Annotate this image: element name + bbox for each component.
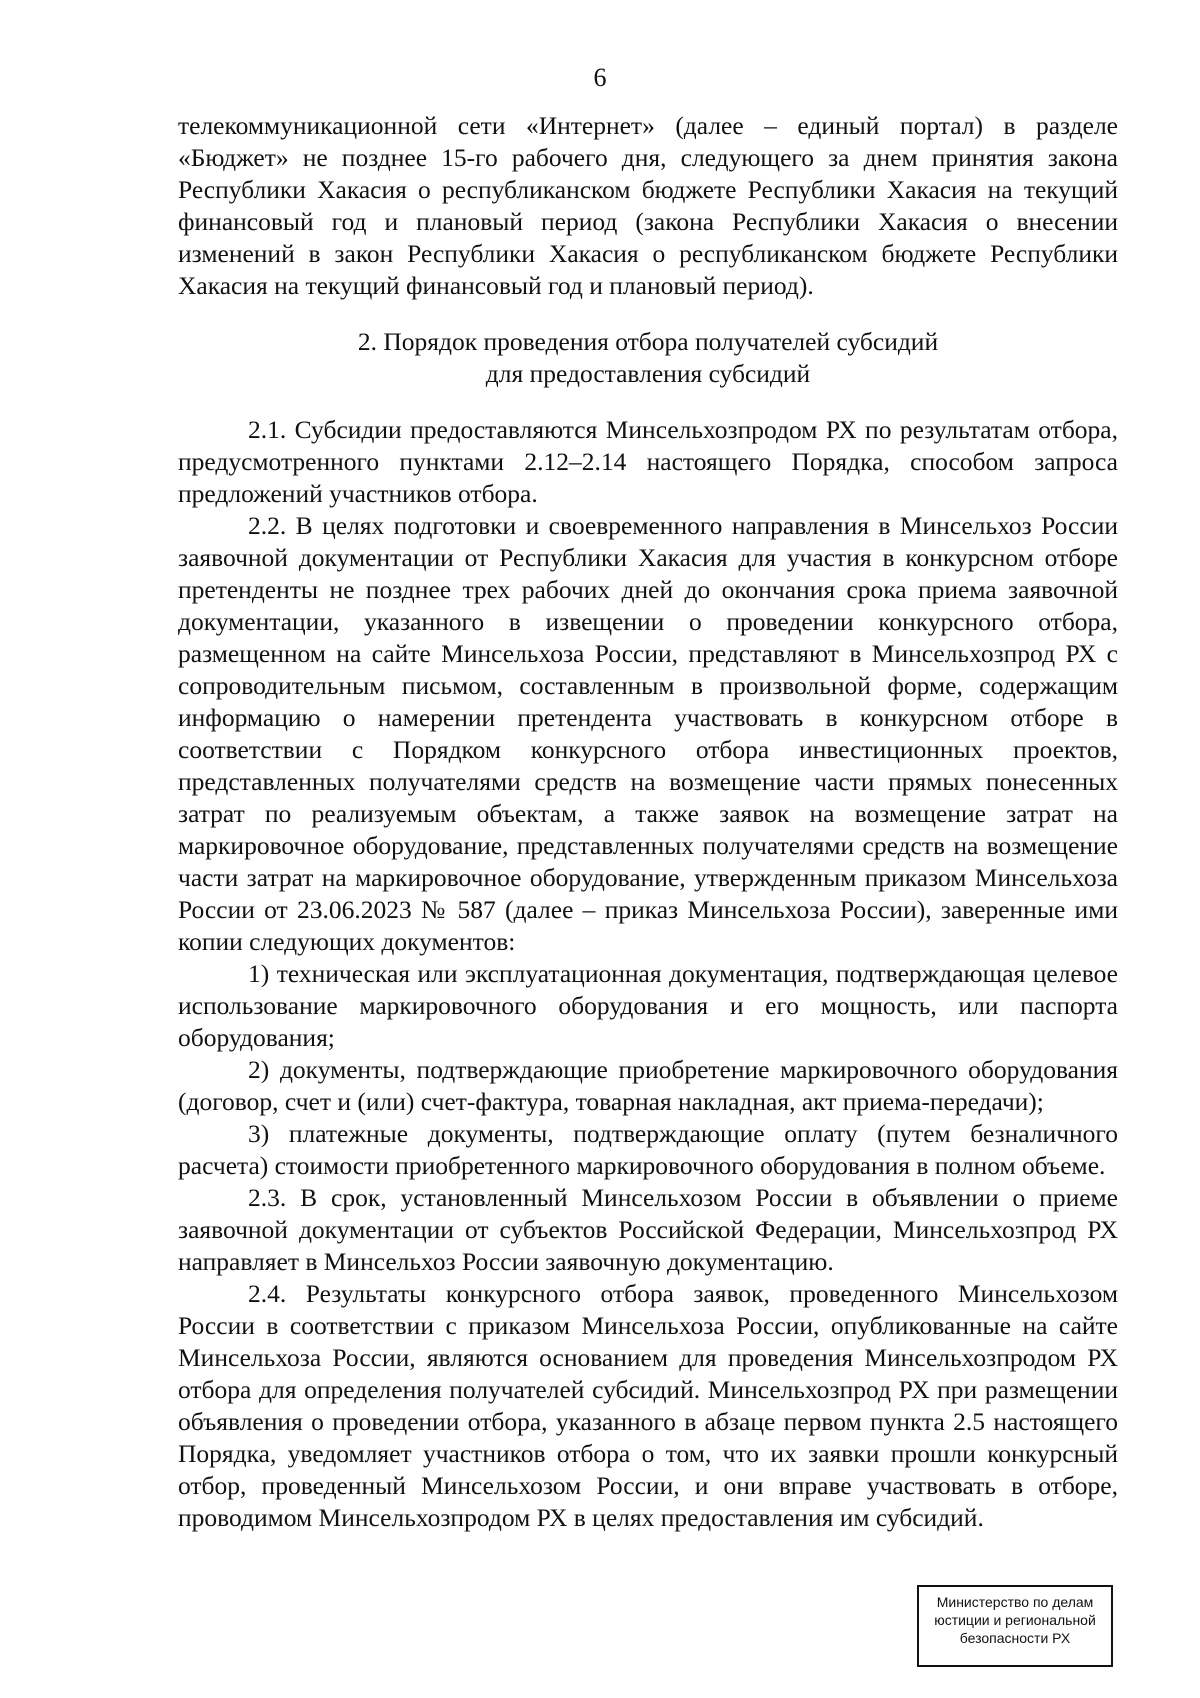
section-heading [178,326,1118,390]
section-heading-line2: для предоставления субсидий [485,359,811,388]
paragraph-2-3: 2.3. В срок, установленный Минсельхозом России в объявлении о приеме заявочной документации от субъектов Российской Федерации, Минсельхозпрод РХ направляет в Минсельхоз России заявочную документацию. [178,1183,1118,1276]
paragraph-2-2: 2.2. В целях подготовки и своевременного направления в Минсельхоз России заявочной документации от Республики Хакасия для участия в конкурсном отборе претенденты не позднее трех рабочих дней до окончания срока приема заявочной документации, указанного в извещении о проведении конкурсного отбора, размещенном на сайте Минсельхоза России, представляют в Минсельхозпрод РХ с сопроводительным письмом, составленным в произвольной форме, содержащим информацию о намерении претендента участвовать в конкурсном отборе в соответствии с Порядком конкурсного отбора инвестиционных проектов, представленных получателями средств на возмещение части прямых понесенных затрат по реализуемым объектам, а также заявок на возмещение затрат на маркировочное оборудование, представленных получателями средств на возмещение части затрат на маркировочное оборудование, утвержденным приказом Минсельхоза России от 23.06.2023 № 587 (далее – приказ Минсельхоза России), заверенные ими копии следующих документов: [178,511,1118,956]
intro-paragraph: телекоммуникационной сети «Интернет» (далее – единый портал) в разделе «Бюджет» не позднее 15-го рабочего дня, следующего за днем принятия закона Республики Хакасия о республиканском бюджете Республики Хакасия на текущий финансовый год и плановый период (закона Республики Хакасия о внесении изменений в закон Республики Хакасия о республиканском бюджете Республики Хакасия на текущий финансовый год и плановый период). [178,111,1118,300]
section-heading-line1: 2. Порядок проведения отбора получателей субсидий [357,327,939,356]
paragraph-2-1: 2.1. Субсидии предоставляются Минсельхозпродом РХ по результатам отбора, предусмотренного пунктами 2.12–2.14 настоящего Порядка, способом запроса предложений участников отбора. [178,415,1118,508]
ministry-stamp [917,1585,1113,1667]
stamp-line3: безопасности РХ [959,1630,1071,1646]
list-item-3: 3) платежные документы, подтверждающие оплату (путем безналичного расчета) стоимости приобретенного маркировочного оборудования в полном объеме. [178,1119,1118,1180]
stamp-line1: Министерство по делам [936,1594,1094,1610]
paragraph-2-4: 2.4. Результаты конкурсного отбора заявок, проведенного Минсельхозом России в соответствии с приказом Минсельхоза России, опубликованные на сайте Минсельхоза России, являются основанием для проведения Минсельхозпродом РХ отбора для определения получателей субсидий. Минсельхозпрод РХ при размещении объявления о проведении отбора, указанного в абзаце первом пункта 2.5 настоящего Порядка, уведомляет участников отбора о том, что их заявки прошли конкурсный отбор, проведенный Минсельхозом России, и они вправе участвовать в отборе, проводимом Минсельхозпродом РХ в целях предоставления им субсидий. [178,1279,1118,1532]
stamp-line2: юстиции и региональной [934,1612,1096,1628]
document-body [178,110,1118,1534]
list-item-2: 2) документы, подтверждающие приобретение маркировочного оборудования (договор, счет и (или) счет-фактура, товарная накладная, акт приема-передачи); [178,1055,1118,1116]
list-item-1: 1) техническая или эксплуатационная документация, подтверждающая целевое использование маркировочного оборудования и его мощность, или паспорта оборудования; [178,959,1118,1052]
page-number: 6 [593,63,607,92]
